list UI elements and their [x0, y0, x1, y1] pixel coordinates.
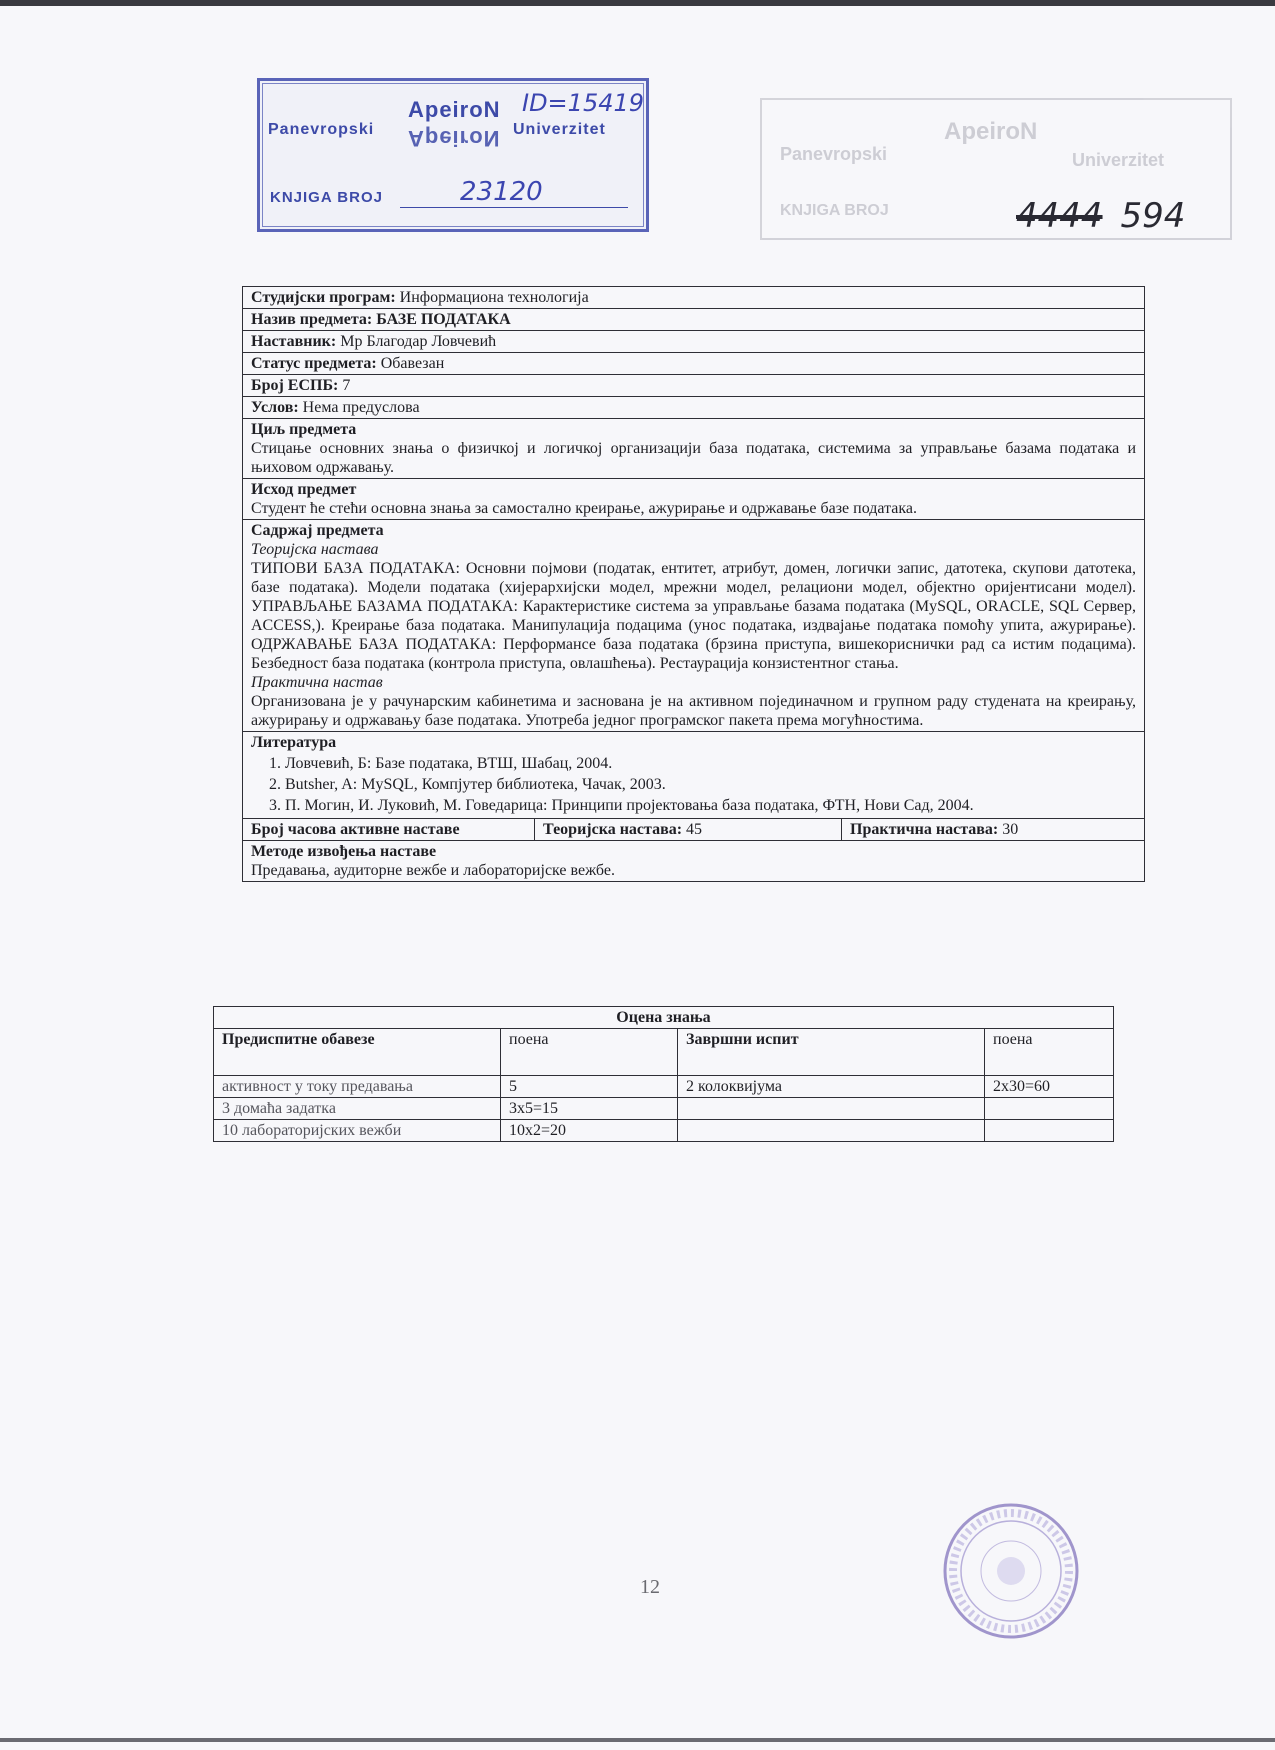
grading-row: [214, 1098, 1114, 1120]
theory-text: ТИПОВИ БАЗА ПОДАТАКА: Основни појмови (податак, ентитет, атрибут, домен, логички запис, датотека, скупови датотека, базе података). Модели података (хијерархијски модел, мрежни модел, релациони модел, објектно оријентисани модел). УПРАВЉАЊЕ БАЗАМА ПОДАТАКА: Карактеристике система за управљање базама података (MySQL, ORACLE, SQL Сервер, ACCESS,). Креирање база података. Манипулација подацима (унос података, издвајање података помоћу упита, ажурирање). ОДРЖАВАЊЕ БАЗА ПОДАТАКА: Перформансе база података (брзина приступа, вишекориснички рад са истим подацима). Безбедност база података (контрола приступа, овлашћења). Рестаурација конзистентног стања.: [251, 560, 1136, 672]
page-number: 12: [640, 1576, 660, 1598]
pre-exam-item: 3 домаћа задатка: [214, 1098, 501, 1120]
outcome-text: Студент ће стећи основна знања за самостално креирање, ажурирање и одржавање базе података.: [251, 500, 917, 517]
faded-stamp-book-label: KNJIGA BROJ: [780, 202, 889, 219]
goal-text: Стицање основних знања о физичкој и логичкој организацији база података, системима за управљање базама података и њиховом одржавању.: [251, 440, 1136, 476]
faded-stamp-logo-text: ApeiroN: [944, 118, 1038, 145]
ects-label: Број ЕСПБ:: [251, 377, 339, 394]
status-row: [243, 353, 1145, 375]
course-title-value: БАЗЕ ПОДАТАКА: [376, 311, 511, 328]
handwritten-number-value: 594: [1120, 196, 1186, 236]
outcome-label: Исход предмет: [251, 481, 357, 498]
stamp-right-text: Univerzitet: [513, 121, 606, 138]
pre-exam-item: активност у току предавања: [214, 1076, 501, 1098]
stamp-left-text: Panevropski: [268, 121, 375, 138]
literature-item: 2. Butsher, A: MySQL, Компјутер библиотека, Чачак, 2003.: [285, 775, 1136, 794]
faded-stamp-left-text: Panevropski: [780, 144, 888, 164]
final-exam-points: 2x30=60: [985, 1076, 1114, 1098]
pre-exam-points-header: поена: [501, 1029, 678, 1076]
stamp-logo-text: ApeiroN: [408, 97, 501, 122]
scan-bottom-edge: [0, 1738, 1275, 1742]
pre-exam-item: 10 лабораторијских вежби: [214, 1120, 501, 1142]
ects-value: 7: [342, 377, 351, 394]
handwritten-number: [1016, 196, 1185, 236]
grading-row: [214, 1120, 1114, 1142]
grading-header-row: [214, 1029, 1114, 1076]
final-exam-points-header: поена: [985, 1029, 1114, 1076]
stamp-book-number: 23120: [460, 177, 543, 207]
stamp-underline: [400, 207, 628, 208]
methods-label: Методе извођења наставе: [251, 843, 437, 860]
struck-number: 4444: [1016, 196, 1103, 236]
course-title-label: Назив предмета:: [251, 311, 373, 328]
library-stamp: [257, 78, 649, 232]
final-exam-item: [678, 1120, 985, 1142]
stamp-logo-reflection: ApeiroN: [408, 126, 501, 151]
literature-label: Литература: [251, 734, 337, 751]
hours-row: [243, 819, 1145, 841]
methods-row: [243, 841, 1145, 882]
program-label: Студијски програм:: [251, 289, 396, 306]
literature-list: [251, 754, 1136, 815]
teacher-label: Наставник:: [251, 333, 337, 350]
grading-table: [213, 1006, 1114, 1142]
practice-label: Практична настав: [251, 674, 383, 691]
goal-row: [243, 419, 1145, 479]
outcome-row: [243, 479, 1145, 520]
pre-exam-points: 3x5=15: [501, 1098, 678, 1120]
theory-label: Теоријска настава: [251, 541, 379, 558]
title-row: [243, 309, 1145, 331]
practice-hours-value: 30: [1002, 821, 1019, 838]
final-exam-item: 2 колоквијума: [678, 1076, 985, 1098]
final-exam-points: [985, 1120, 1114, 1142]
stamp-handwritten-id: ID=15419: [522, 89, 645, 117]
faded-stamp-right-text: Univerzitet: [1072, 150, 1165, 170]
theory-hours-value: 45: [686, 821, 703, 838]
grading-title-row: [214, 1007, 1114, 1029]
grading-row: [214, 1076, 1114, 1098]
theory-hours-label: Теоријска настава:: [543, 821, 683, 838]
condition-label: Услов:: [251, 399, 299, 416]
status-value: Обавезан: [380, 355, 445, 372]
literature-item: 1. Ловчевић, Б: Базе података, ВТШ, Шабац, 2004.: [285, 754, 1136, 773]
condition-value: Нема предуслова: [302, 399, 420, 416]
content-row: [243, 520, 1145, 732]
condition-row: [243, 397, 1145, 419]
literature-item: 3. П. Могин, И. Луковић, М. Говедарица: Принципи пројектовања база података, ФТН, Нови Сад, 2004.: [285, 796, 1136, 815]
final-exam-header: Завршни испит: [678, 1029, 985, 1076]
goal-label: Циљ предмета: [251, 421, 357, 438]
course-table: [242, 286, 1145, 882]
hours-label: Број часова активне наставе: [251, 821, 460, 838]
ects-row: [243, 375, 1145, 397]
literature-row: [243, 732, 1145, 819]
practice-text: Организована је у рачунарским кабинетима и заснована је на активном појединачном и групном раду студената на креирању, ажурирању и одржавању базе података. Употреба једног програмског пакета према могућностима.: [251, 693, 1136, 729]
content-label: Садржај предмета: [251, 522, 384, 539]
status-label: Статус предмета:: [251, 355, 377, 372]
teacher-value: Мр Благодар Ловчевић: [340, 333, 497, 350]
final-exam-item: [678, 1098, 985, 1120]
teacher-row: [243, 331, 1145, 353]
official-seal: [940, 1500, 1082, 1642]
practice-hours-label: Практична настава:: [850, 821, 999, 838]
scan-top-edge: [0, 0, 1275, 6]
methods-text: Предавања, аудиторне вежбе и лабораторијске вежбе.: [251, 862, 615, 879]
program-value: Информациона технологија: [399, 289, 589, 306]
pre-exam-header: Предиспитне обавезе: [214, 1029, 501, 1076]
final-exam-points: [985, 1098, 1114, 1120]
stamp-book-label: KNJIGA BROJ: [270, 189, 383, 206]
pre-exam-points: 10x2=20: [501, 1120, 678, 1142]
pre-exam-points: 5: [501, 1076, 678, 1098]
program-row: [243, 287, 1145, 309]
grading-title: Оцена знања: [214, 1007, 1114, 1029]
